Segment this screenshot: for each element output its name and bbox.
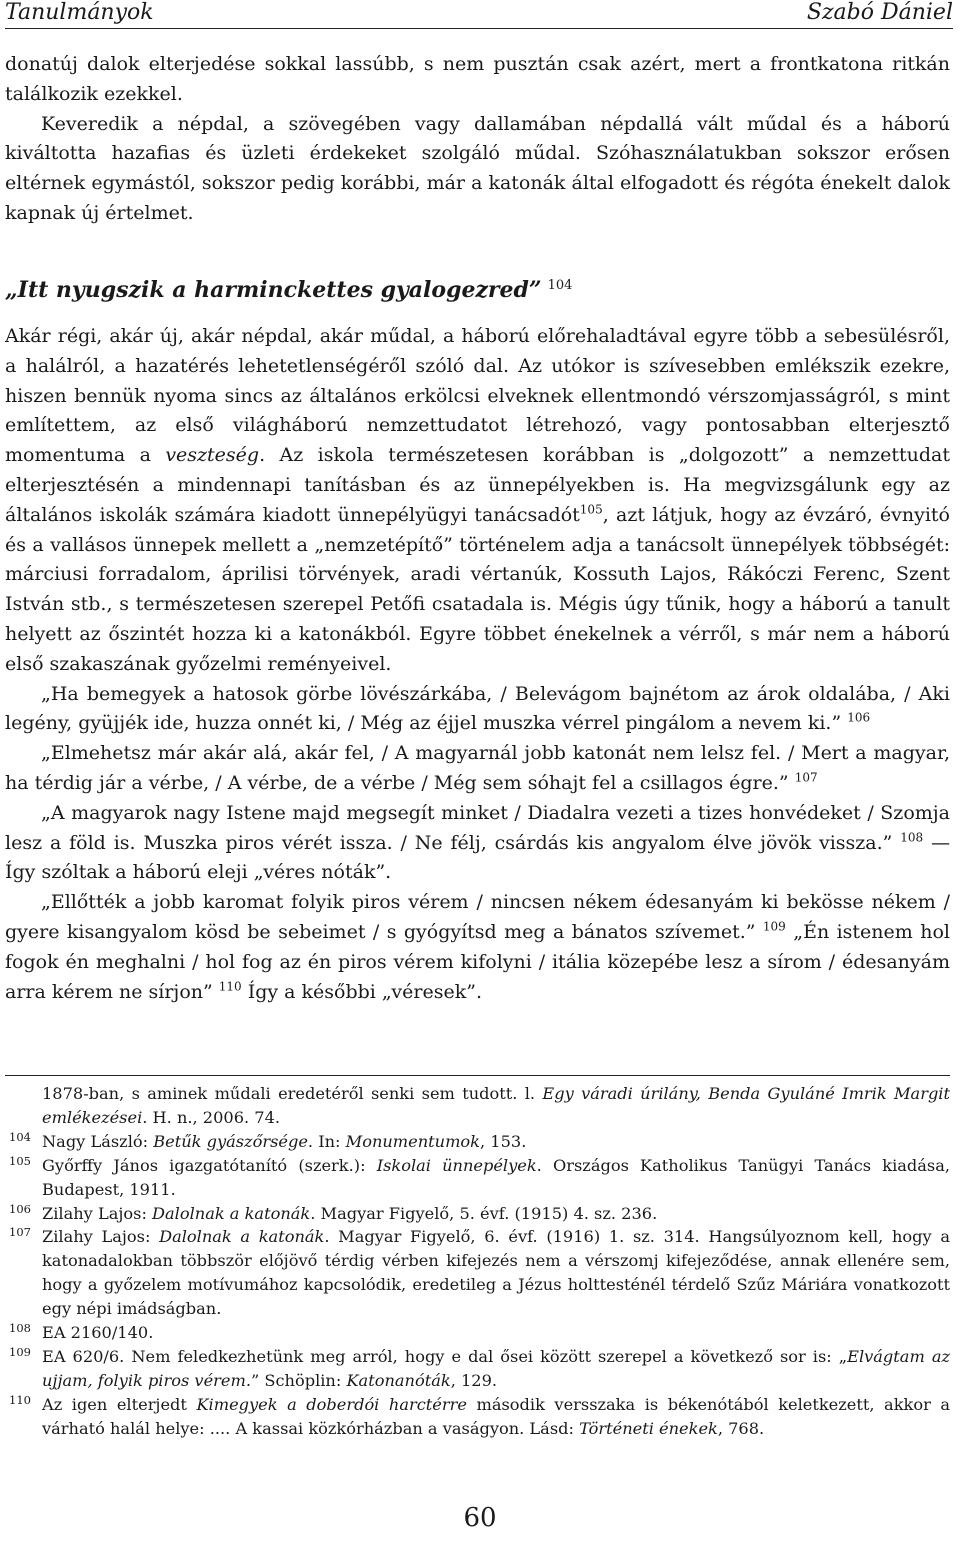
quote-text: „A magyarok nagy Istene majd megsegít minket / Diadalra vezeti a tizes honvédeket / Szomja lesz a föld is. Muszka piros vérét issza. / Ne félj, csárdás kis angyalom élve jövök vissza.” [5,801,950,854]
footnote-110 [5,1393,950,1441]
emphasis: Dalolnak a katonák [152,1203,311,1223]
text-run: Győrffy János igazgatótanító (szerk.): [42,1155,377,1175]
text-run: Zilahy Lajos: [42,1203,153,1223]
footnote-105 [5,1154,950,1202]
footnote-104 [5,1130,950,1154]
quote-text: „Ha bemegyek a hatosok görbe lövészárkába, / Belevágom bajnétom az árok oldalába, / Aki legény, gyüjjék ide, huzza onnét ki, / Még az éjjel muszka vérrel pingálom a nevem ki.” [5,682,950,735]
emphasis: Iskolai ünnepélyek [376,1155,537,1175]
footnote-divider [5,1075,950,1076]
page-number: 60 [463,1503,497,1533]
song-quote [5,680,950,740]
emphasis: veszteség [165,444,260,467]
text-run: , 768. [717,1418,765,1438]
song-quote [5,888,950,1007]
text-run: EA 2160/140. [42,1323,154,1343]
text-run: Nagy László: [42,1131,154,1151]
footnote-109 [5,1345,950,1393]
text-run: második versszaka is békenótából keletkezett, akkor a várható halál helye: .... A kassai közkórházban a vaságyon. Lásd: [42,1394,951,1438]
text-run: 1878-ban, s aminek műdali eredetéről senki sem tudott. l. [42,1084,543,1103]
paragraph: Keveredik a népdal, a szövegében vagy dallamában népdallá vált műdal és a háború kiváltotta hazafias és üzleti érdekeket szolgáló műdal. Szóhasználatukban sokszor erősen eltérnek egymástól, sokszor pedig korábbi, már a katonák által elfogadott és régóta énekelt dalok kapnak új értelmet. [5,112,950,224]
text-run: . Országos Katholikus Tanügyi Tanács kiadása, Budapest, 1911. [42,1155,951,1199]
footnote-ref: 108 [900,830,924,845]
footnote-ref: 107 [794,770,818,785]
text-run: Zilahy Lajos: [42,1227,160,1247]
emphasis: Dalolnak a katonák [159,1227,325,1247]
emphasis: Monumentumok [345,1131,480,1151]
intro-text [5,50,950,229]
footnote-ref: 104 [547,277,573,293]
footnote-number: 108 [9,1321,31,1336]
paragraph [5,322,950,680]
text-run: ” Schöplin: [250,1370,347,1390]
song-quote [5,799,950,888]
text-run: , 129. [450,1370,498,1390]
text-run: , azt látjuk, hogy az évzáró, évnyitó és a vallásos ünnepek mellett a „nemzetépítő” történelem adja a tanácsolt ünnepélyek többségét: márciusi forradalom, áprilisi törvények, aradi vértanúk, Kossuth Lajos, Rákóczi Ferenc, Szent István stb., s természetesen szerepel Petőfi csatadala is. Mégis úgy tűnik, hogy a háború a tanult helyett az őszintét hozza ki a katonákból. Egyre többet énekelnek a vérről, s már nem a háború első szakaszának győzelmi reményeivel. [5,503,951,675]
emphasis: Kimegyek a doberdói harctérre [196,1394,467,1414]
footnote-108 [5,1321,950,1345]
footnote-number: 109 [9,1344,31,1359]
footnote-number: 110 [9,1392,31,1407]
emphasis: Elvágtam az ujjam, folyik piros vérem. [42,1346,950,1390]
text-run: . H. n., 2006. 74. [142,1107,281,1127]
text-run: . Magyar Figyelő, 5. évf. (1915) 4. sz. 236. [310,1203,658,1223]
footnote-ref: 109 [762,919,786,934]
main-text [5,322,950,1007]
footnote-number: 107 [9,1225,31,1240]
text-run: . In: [307,1131,346,1151]
section-title: „Itt nyugszik a harminckettes gyalogezred” [5,277,542,303]
paragraph: donatúj dalok elterjedése sokkal lassúbb, s nem pusztán csak azért, mert a frontkatona ritkán találkozik ezekkel. [5,53,950,105]
footnote-number: 104 [9,1129,31,1144]
quote-text: „Én istenem hol fogok én meghalni / hol fog az én piros vérem kifolyni / itália közepébe lesz a sírom / édesanyám arra kérem ne sírjon” [5,920,950,1003]
quote-text: „Elmehetsz már akár alá, akár fel, / A magyarnál jobb katonát nem lelsz fel. / Mert a magyar, ha térdig jár a vérbe, / A vérbe, de a vérbe / Még sem sóhajt fel a csillagos égre.” [5,742,950,794]
text-run: . Magyar Figyelő, 6. évf. (1916) 1. sz. 314. Hangsúlyoznom kell, hogy a katonadalokban többször előjövő térdig vérben kifejezés nem a vérszomj kifejeződése, annak ellenére sem, hogy a győzelem motívumához kapcsolódik, eredetileg a Jézus holttesténél térdelő Szűz Máriára vonatkozott egy népi imádságban. [42,1227,951,1319]
text-run: — Így szóltak a háború eleji „véres nóták”. [5,831,950,884]
footnote-number: 106 [9,1201,31,1216]
footnote-ref: 106 [847,711,871,726]
song-quote [5,739,950,799]
emphasis: Betűk gyászőrsége [153,1131,308,1151]
footnote-107 [5,1225,950,1321]
emphasis: Egy váradi úrilány, Benda Gyuláné Imrik Margit emlékezései [42,1084,950,1127]
text-run: . Az iskola természetesen korábban is „dolgozott” a nemzettudat elterjesztésén a mindennapi tanításban és az ünnepélyekben is. Ha megvizsgálunk egy az általános iskolák számára kiadott ünnepélyügyi tanácsadót [5,444,950,526]
emphasis: Katonanóták [346,1370,451,1390]
section-heading [5,277,572,303]
text-run: Így a későbbi „véresek”. [241,980,482,1003]
footnote-106 [5,1202,950,1226]
text-run: Akár régi, akár új, akár népdal, akár műdal, a háború előrehaladtával egyre több a sebesülésről, a halálról, a hazatérés lehetetlenségéről szóló dal. Az utókor is szívesebben emlékszik ezekre, hiszen bennük nyoma sincs az általános erkölcsi elveknek ellentmondó vérszomjasságról, s mint említettem, az első világháború nemzettudatot létrehozó, vagy pontosabban elterjesztő momentuma a [5,325,950,467]
footnote-continued [5,1082,950,1130]
running-header [5,0,953,29]
footnote-ref: 105 [579,502,603,517]
header-author: Szabó Dániel [806,0,953,25]
footnote-ref: 110 [218,979,242,994]
emphasis: Történeti énekek [579,1418,718,1438]
footnote-number: 105 [9,1153,31,1168]
quote-text: „Ellőtték a jobb karomat folyik piros vérem / nincsen nékem édesanyám ki bekösse nékem / gyere kisangyalom kösd be sebeimet / s gyógyítsd meg a bánatos szívemet.” [5,891,950,943]
header-section: Tanulmányok [5,0,154,25]
text-run: EA 620/6. Nem feledkezhetünk meg arról, hogy e dal ősei között szerepel a következő sor is: „ [42,1346,848,1366]
text-run: Az igen elterjedt [42,1394,197,1414]
footnotes [5,1082,950,1441]
text-run: , 153. [480,1131,527,1151]
